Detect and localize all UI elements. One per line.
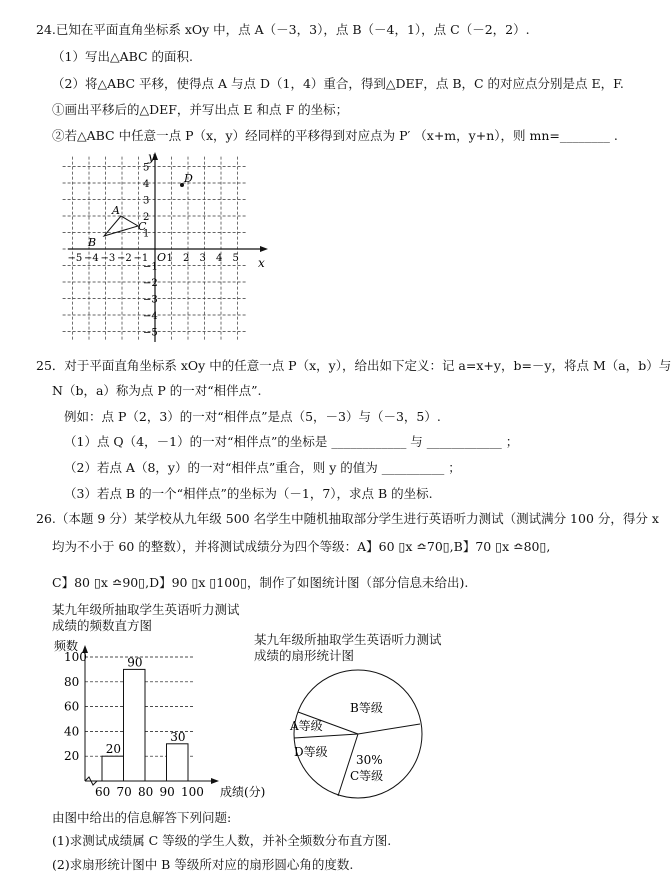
x-tick-label: −5 — [67, 253, 83, 264]
pie-title-2: 成绩的扇形统计图 — [254, 648, 355, 663]
pie-label-a: A等级 — [290, 719, 323, 733]
histogram-bar-value: 20 — [105, 742, 122, 757]
histogram-bar-value: 30 — [170, 729, 186, 744]
q24-part2b: ②若△ABC 中任意一点 P（x，y）经同样的平移得到对应点为 P′ （x+m，y+n），则 mn=________ . — [52, 128, 618, 143]
pie-title-1: 某九年级所抽取学生英语听力测试 — [254, 632, 442, 647]
point-b-label: B — [88, 236, 97, 249]
y-tick-label: 2 — [143, 212, 150, 223]
histogram-y-tick-label: 100 — [64, 650, 87, 664]
histogram-x-tick-label: 60 — [95, 785, 111, 799]
x-tick-label: −2 — [117, 253, 132, 264]
x-tick-label: −1 — [133, 253, 149, 264]
x-tick-label: 5 — [232, 253, 239, 264]
histogram-x-ticks — [95, 785, 204, 799]
y-tick-label: −1 — [143, 261, 158, 273]
pie-label-b: B等级 — [350, 701, 383, 715]
y-tick-label: −5 — [143, 327, 158, 339]
q26-answer-2: (2)求扇形统计图中 B 等级所对应的扇形圆心角的度数. — [52, 857, 354, 872]
axes — [68, 152, 268, 342]
x-tick-label: 3 — [199, 253, 206, 264]
q25-stem2: N（b，a）称为点 P 的一对“相伴点”. — [52, 383, 262, 398]
pie-label-c-percent: 30% — [356, 753, 383, 767]
histogram-bar — [167, 744, 189, 781]
q25-part2: （2）若点 A（8，y）的一对“相伴点”重合，则 y 的值为 __________ ； — [64, 460, 461, 475]
q26-after: 由图中给出的信息解答下列问题: — [52, 810, 232, 825]
frequency-histogram — [40, 636, 266, 804]
pie-label-d: D等级 — [294, 745, 328, 759]
x-tick-label: 4 — [216, 253, 223, 264]
histogram-x-tick-label: 90 — [159, 785, 175, 799]
y-tick-label: −3 — [143, 294, 158, 306]
q24-stem: 24.已知在平面直角坐标系 xOy 中，点 A（－3，3），点 B（－4，1），点 C（－2，2）. — [36, 22, 530, 37]
histogram-title-2: 成绩的频数直方图 — [52, 618, 153, 633]
point-a-label: A — [112, 204, 120, 217]
x-tick-label: −3 — [100, 253, 116, 264]
y-tick-label: −4 — [143, 311, 158, 322]
q25-example: 例如：点 P（2，3）的一对“相伴点”是点（5，－3）与（－3，5）. — [64, 409, 441, 424]
histogram-title-1: 某九年级所抽取学生英语听力测试 — [52, 602, 240, 617]
y-tick-label: 1 — [143, 228, 150, 240]
pie-divider-cb — [358, 724, 420, 734]
origin-label: O — [157, 251, 167, 264]
x-tick-label: 2 — [183, 253, 190, 264]
q24-part2: （2）将△ABC 平移，使得点 A 与点 D（1，4）重合，得到△DEF，点 B，C 的对应点分别是点 E，F. — [52, 76, 624, 91]
histogram-y-tick-label: 80 — [64, 674, 80, 689]
x-tick-label: 1 — [166, 253, 173, 264]
tick-labels — [68, 163, 239, 339]
y-tick-label: 4 — [143, 179, 150, 190]
point-c-label: C — [138, 220, 147, 233]
histogram-x-tick-label: 70 — [116, 785, 132, 799]
histogram-x-tick-label: 100 — [181, 785, 204, 799]
x-axis-arrow-icon — [260, 246, 268, 252]
triangle-abc — [104, 216, 138, 236]
histogram-y-tick-label: 20 — [64, 749, 80, 764]
histogram-bar — [124, 669, 146, 781]
histogram-y-label: 频数 — [54, 639, 79, 653]
histogram-x-label: 成绩(分) — [220, 785, 266, 799]
x-tick-label: −4 — [84, 253, 99, 264]
histogram-bars — [102, 655, 188, 781]
q25-part1: （1）点 Q（4，－1）的一对“相伴点”的坐标是 ____________ 与 ____________ ； — [64, 434, 519, 449]
y-tick-label: −2 — [143, 278, 158, 289]
histogram-y-tick-label: 40 — [64, 724, 80, 739]
pie-divider-dc — [338, 734, 358, 796]
q24-part2a: ①画出平移后的△DEF，并写出点 E 和点 F 的坐标； — [52, 102, 349, 117]
histogram-bar-value: 90 — [127, 655, 143, 670]
histogram-x-arrow-icon — [211, 778, 219, 784]
point-d-label: D — [184, 172, 193, 185]
histogram-y-ticks — [64, 650, 87, 763]
q26-stem3: C】80 ▯x ≏90▯,D】90 ▯x ▯100▯，制作了如图统计图（部分信息未给出). — [52, 575, 469, 590]
y-tick-label: 3 — [143, 195, 150, 207]
pie-chart — [280, 668, 440, 808]
coordinate-grid-figure — [60, 148, 280, 348]
q25-stem: 25．对于平面直角坐标系 xOy 中的任意一点 P（x，y），给出如下定义：记 a=x+y，b=－y，将点 M（a，b）与 — [36, 358, 671, 373]
pie-divider-ad — [294, 734, 358, 738]
x-axis-label: x — [258, 256, 265, 270]
q26-stem: 26.（本题 9 分）某学校从九年级 500 名学生中随机抽取部分学生进行英语听力测试（测试满分 100 分，得分 x — [36, 511, 659, 526]
q25-part3: （3）若点 B 的一个“相伴点”的坐标为（－1，7），求点 B 的坐标. — [64, 486, 433, 501]
histogram-y-tick-label: 60 — [64, 699, 80, 714]
pie-label-c: C等级 — [350, 769, 384, 783]
q26-stem2: 均为不小于 60 的整数），并将测试成绩分为四个等级：A】60 ▯x ≏70▯,B】70 ▯x ≏80▯, — [52, 539, 551, 554]
q24-part1: （1）写出△ABC 的面积. — [52, 49, 194, 64]
y-axis-label: y — [148, 150, 155, 164]
y-tick-label: 5 — [143, 162, 150, 174]
histogram-bar — [102, 756, 124, 781]
q26-answer-1: (1)求测试成绩属 C 等级的学生人数，并补全频数分布直方图. — [52, 833, 392, 848]
histogram-x-tick-label: 80 — [138, 785, 154, 799]
